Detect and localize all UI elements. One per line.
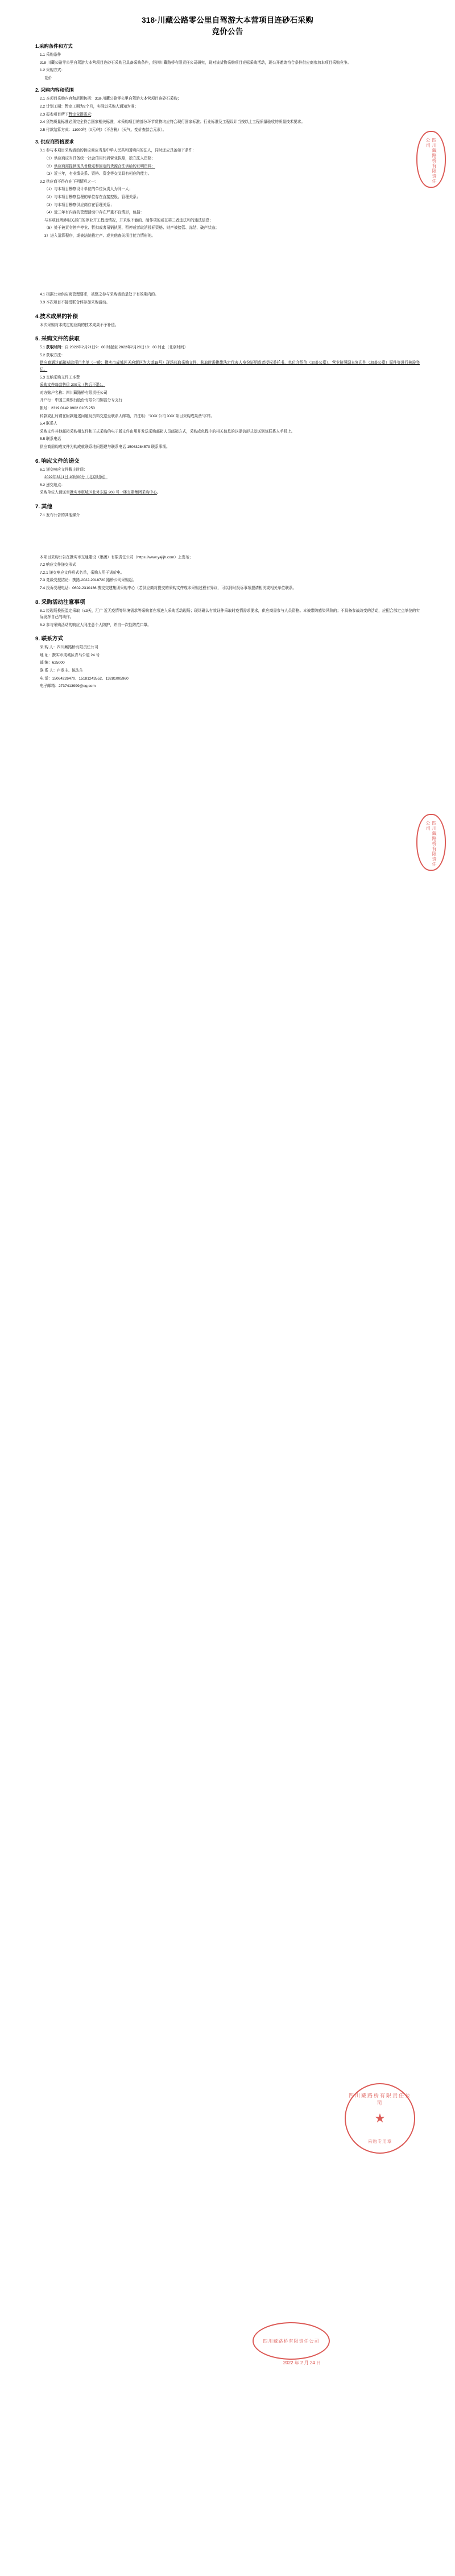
seal-side-text: 四川藏路桥有限责任公司 <box>425 821 437 867</box>
list-item: （2）与本项目勘察监理的单位存在直接控股、管理关系； <box>44 195 140 199</box>
seal-round-top-text: 四川藏路桥有限责任公司 <box>348 2093 411 2106</box>
procurement-seal-round <box>345 2083 415 2154</box>
company-seal-oval <box>253 2322 330 2360</box>
list-item: （1）供应商应当具备统一社会信用代码营业执照，独立法人资格； <box>44 156 155 161</box>
company-seal-side-top <box>416 131 446 188</box>
paragraph: 2.2 计划工期：暂定工期为2个月，实际以采购人通知为准； <box>40 104 138 109</box>
seal-round-bottom-text: 采购专用章 <box>367 2139 392 2144</box>
company-seal-side-middle <box>416 814 446 871</box>
paragraph: 2.1 本项目采购内容和范围包括：318·川藏公路零公里自驾游大本营项目连砂石采购； <box>40 97 181 101</box>
star-icon: ★ <box>374 2111 386 2125</box>
paragraph: 本项目采购公告在携实市交通建设（集团）有限责任公司（https://www.yajijh.com）上发布； <box>40 555 193 559</box>
section-heading-6: 6. 响应文件的递交 <box>35 458 80 464</box>
paragraph: 2.4 货物质量标准必须完全符合国家相关标准，本采购项目的部分环节货物均应符合现行国家标准；行业标准及工程设计当按以上工程质量验收的质量技术要求。 <box>40 120 305 125</box>
list-item: 5.5 联系电话 <box>40 437 61 442</box>
list-item: 6.2 递交地点： <box>40 483 65 487</box>
list-item: 帐号：2319 0142 0902 0105 250 <box>40 406 95 410</box>
list-item: 5.2 获取方法： <box>40 353 65 357</box>
title-line-1: 318·川藏公路零公里自驾游大本营项目连砂石采购 <box>142 16 313 24</box>
section-heading-8: 8. 采购活动注意事项 <box>35 599 85 606</box>
title-line-2: 竞价公告 <box>212 27 243 36</box>
list-item: 采购文件其他邮箱采购相支件和正式采购的电子版文件由用并发送采购邮箱人员邮箱方式，采购成化程中的相关信息的以提信形式发送到该联系人手机上。 <box>40 429 295 434</box>
list-item: （4）近三年有内容的管理活动中存在严重不良情形，包括： <box>44 211 144 215</box>
list-item: 8.2 参与采购活动的响应人同注意个人防护，并自一次性防范口罩。 <box>40 623 151 627</box>
paragraph: 3.1 参与本项目采购活动的供应商应当是中华人民共和国境内的法人，同时还应具备如下条件： <box>40 149 196 153</box>
section-heading-5: 5. 采购文件的获取 <box>35 336 80 343</box>
section-heading-4: 4.技术成果的补偿 <box>35 313 78 320</box>
list-item: （5）处于被责令停产停业、暂扣或者吊销执照、暂停或者取消投标资格、财产被接管、冻结、破产状态； <box>44 226 219 231</box>
list-item: 采购单位人请送至携实市枢城区北外东路 208 号一楼交建集团采购中心。 <box>40 491 161 495</box>
contact-row: 邮 编：625000 <box>40 661 65 665</box>
paragraph: 2.3 报参项目所下暂定竞提需求： <box>40 112 95 117</box>
paragraph: 4.1 根据公示供应商管理要求，被整之参与采购活动是处于有效期内的。 <box>40 293 159 297</box>
seal-side-text: 四川藏路桥有限责任公司 <box>425 138 437 184</box>
paragraph: 1.1 采购条件 <box>40 53 61 57</box>
list-item: 对方账户名称：四川藏路桥有限责任公司 <box>40 390 107 395</box>
section-heading-7: 7. 其他 <box>35 503 52 510</box>
list-item: 3）进入清算程序，或被法院裁定产、或其他查关项目能力情形的。 <box>44 233 155 238</box>
document-body <box>35 0 420 691</box>
paragraph: 7.4 投诉受理电话：0602-2310136 携交交建集团采购中心（若供应商对提交的采购文件成本采购过程有异议，可以同时投诉事项提请相关或相关单位联系。 <box>40 586 296 590</box>
list-item: （3）近三年，有业绩关系、资格、资金等交叉具有相应的能力。 <box>44 172 152 176</box>
paragraph: 7.3 竞级受授结论：携路·2022-2018720 路桥公司采购起。 <box>40 578 136 583</box>
seal-oval-text: 四川藏路桥有限责任公司 <box>263 2338 320 2344</box>
list-item: 转款或汇时请在附款附述问题及资料交送至联系人邮箱，并注明："XXX 公司 XXX 项目采购成果费"字样。 <box>40 414 214 418</box>
paragraph: 7.2 响应文件递交形式 <box>40 563 76 567</box>
list-item: 与本项目所涉相关部门的停业开工程度情况，并采取不能的、制作项的或在第三者违法和的违法信息； <box>44 218 213 223</box>
contact-row: 电 话：15064226470、15181243552、13281005960 <box>40 676 129 681</box>
contact-row: 地 址：携实市成城区青马公道 24 号 <box>40 653 100 657</box>
paragraph: 本次采购对本成定的应商的技术成果不予补偿。 <box>40 323 119 327</box>
list-item: 5.1 获取时间：自 2022年2月21日9：00 时起至 2022年2月28日18：00 时止（北京时间） <box>40 345 188 350</box>
list-item: 供应商通过邮箱获取项目名单（一般：携实市成城区天府新区为大道18号）现场获取采购文件，获取时需携带法定代表人身份证明或者授权委托书，单位介绍信（加盖公章）、营业执照副本复印件（加盖公章）原件等进行核验登记。 <box>40 361 420 372</box>
list-item: 8.1 经现场换报温定采取（≤3天，汇广 近无疫情等环境需求等采购者在项进入采购活动现场；现场确认有效证件采取时疫情需求要求，供应商需参与人员资格。本被带防感染风险的；不具备参战改变的活动，应配合部定点单位的实际发挥自己的动作。 <box>40 608 420 620</box>
list-item: （1）与本项目勘察设计单位的单位负责人为同一人； <box>44 187 133 192</box>
section-heading-3: 3. 供应商资格要求 <box>35 139 74 145</box>
section-heading-1: 1.采购条件和方式 <box>35 43 73 49</box>
paragraph: 1.2 采购方式： <box>40 68 65 73</box>
list-item: 5.4 联系人 <box>40 422 57 426</box>
paragraph: 2.5 付款结算方式：11000吨（0元/吨）（不含税）（天气、变价查款合元素）。 <box>40 127 167 132</box>
section-heading-2: 2. 采购内容和范围 <box>35 87 74 93</box>
list-item: 7.1 发布公告的其他媒介 <box>40 513 80 517</box>
list-item: 6.1 递交响应文件截止时间： <box>40 467 88 472</box>
paragraph: 7.2.1 递交响应文件形式名单，采购人用于诺价电。 <box>40 570 125 575</box>
list-item: 供应商需购成文件为购成就联系地问题建与联系电话 15063284579 联系事项。 <box>40 445 170 449</box>
list-item: 2022年3月1日 10时00分（北京时间） <box>44 475 108 480</box>
contact-row: 联 系 人：卢发主、陈先生 <box>40 669 84 673</box>
contact-row: 电子邮箱：2737413999@qq.com <box>40 684 96 689</box>
list-item: 开户行：中国工商银行股份有限公司锦宫分专支行 <box>40 398 123 403</box>
list-item: 采购文件每套售价 200元（售后不退）。 <box>40 383 106 388</box>
list-item: 5.3 交纳采购文件工本费 <box>40 375 80 380</box>
seal-date-stamp: 2022 年 2 月 24 日 <box>283 2360 321 2365</box>
list-item: （2）供应商需提供现具备稳定和固定的货源合法供给的证明资料； <box>44 164 155 168</box>
list-item: （3）与本项目勘察供应商存在管理关系； <box>44 203 114 207</box>
paragraph: 318·川藏公路零公里自驾游大本营项目连砂石采购已具备采购条件，经四川藏路桥有限责任公司研究，现对该货物采购项目竞标采购活动，现公开邀请符合条件供应商参加本项目采购竞争。 <box>40 60 351 65</box>
contact-row: 采 购 人：四川藏路桥有限责任公司 <box>40 645 98 650</box>
section-heading-9: 9. 联系方式 <box>35 636 64 643</box>
paragraph: 竞价 <box>44 76 52 80</box>
page-title <box>35 15 420 38</box>
paragraph: 3.3 本次项目不接受联合体参加采购活动。 <box>40 301 110 305</box>
list-item: 3.2 供应商不得存在下列情形之一： <box>40 179 99 184</box>
